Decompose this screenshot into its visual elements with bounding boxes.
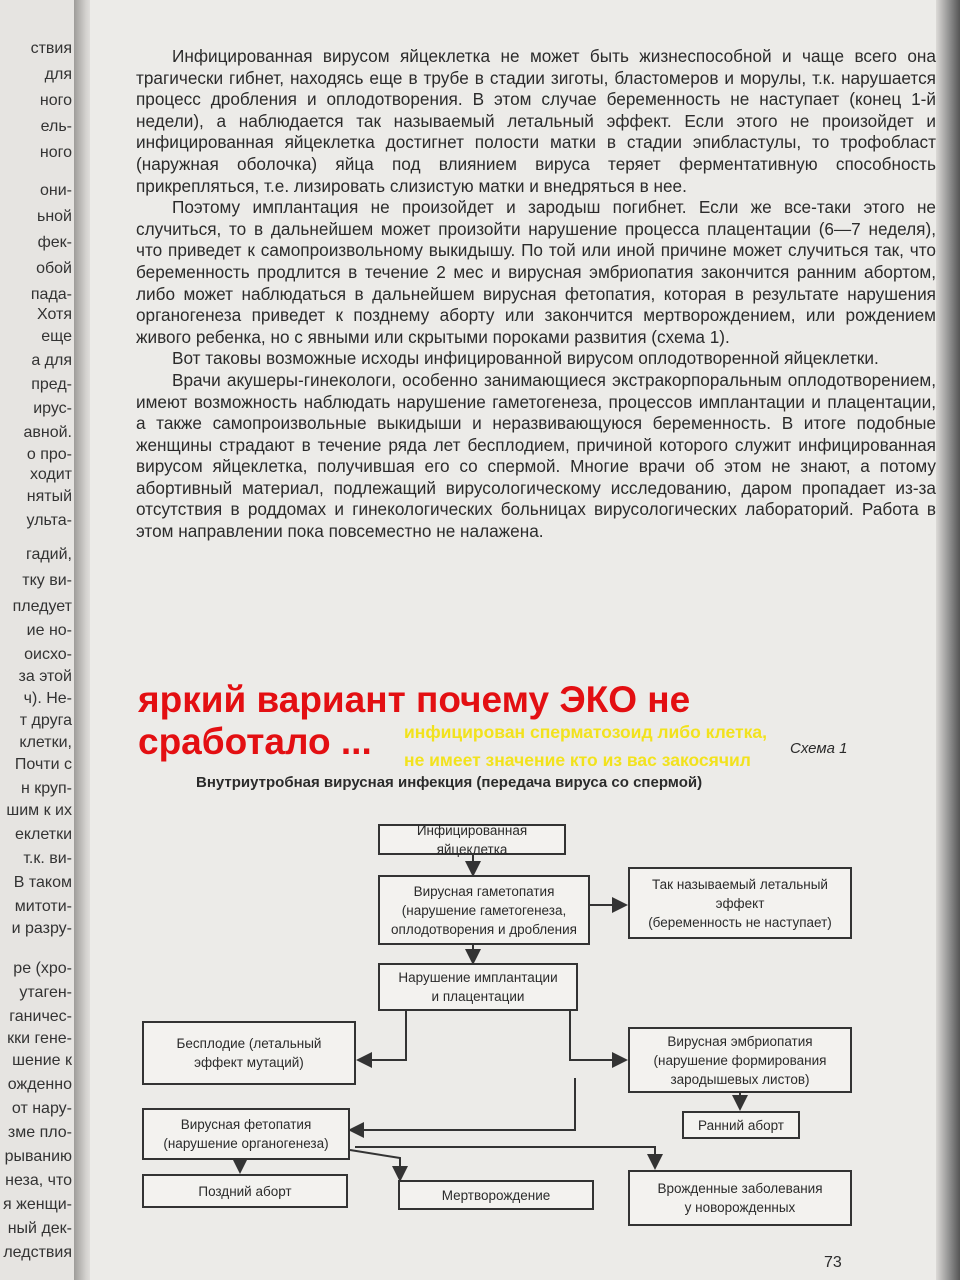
left-page-fragment: ного (39, 92, 72, 109)
left-page-fragment: ьной (36, 208, 72, 225)
left-page-fragment: пред- (31, 376, 72, 393)
overlay-red-line-1: яркий вариант почему ЭКО не (138, 679, 691, 720)
paragraph-3: Вот таковы возможные исходы инфицированной вирусом оплодотворенной яйцеклетки. (172, 348, 879, 369)
left-page-fragment: ульта- (26, 512, 72, 529)
left-page-fragment: гадий, (25, 546, 72, 563)
left-page-fragment: ожденно (7, 1076, 72, 1093)
box-text-line: (нарушение формирования (653, 1052, 827, 1068)
left-page (0, 0, 80, 1280)
box-late-abortion (142, 1174, 348, 1208)
left-page-fragment: обой (36, 260, 72, 277)
box-text (648, 875, 832, 932)
box-congenital-diseases (628, 1170, 852, 1226)
left-page-fragment: ие но- (26, 622, 72, 639)
left-page-fragment: н круп- (21, 780, 72, 797)
left-page-fragment: для (44, 66, 72, 83)
left-page-fragment: ганичес- (9, 1008, 72, 1025)
box-text-line: эффект мутаций) (194, 1055, 304, 1070)
left-page-fragment: зме пло- (7, 1124, 72, 1141)
box-text-line: Бесплодие (летальный (176, 1036, 322, 1051)
box-viral-embryopathy (628, 1027, 852, 1093)
box-text-line: Вирусная эмбриопатия (667, 1033, 813, 1049)
left-page-fragment: ходит (30, 466, 72, 483)
box-text (163, 1115, 328, 1153)
box-text-line: зародышевых листов) (670, 1071, 810, 1087)
left-page-fragment: ный дек- (7, 1220, 72, 1237)
left-page-fragment: т.к. ви- (23, 850, 72, 867)
box-stillbirth (398, 1180, 594, 1210)
box-text-line: Вирусная фетопатия (180, 1117, 312, 1132)
left-page-fragment: ре (хро- (13, 960, 72, 977)
box-text-line: Врожденные заболевания (657, 1181, 823, 1196)
box-text-line: Так называемый летальный (652, 876, 828, 892)
box-text-line: Мертворождение (441, 1187, 551, 1203)
left-page-fragment: неза, что (5, 1172, 72, 1189)
box-infected-egg (378, 824, 566, 855)
left-page-fragment: пада- (30, 286, 72, 303)
box-text (698, 1116, 784, 1135)
overlay-yellow-line-1: инфицирован сперматозоид либо клетка, (404, 722, 767, 742)
left-page-fragment: авной. (23, 424, 72, 441)
paragraph-1: Инфицированная вирусом яйцеклетка не может быть жизнеспособной и чаще всего она трагически гибнет, находясь еще в трубе в стадии зиготы, бластомеров и морулы, т.к. нарушается процесс дробления и оплодотворения. В этом случае беременность не наступает (конец 1-й недели), а наблюдается так называемый летальный эффект. Если этого не произойдет и инфицированная яйцеклетка достигнет полости матки в стадии эпибластулы, то трофобласт (наружная оболочка) яйца под влиянием вируса теряет ферментативную способность прикрепляться, т.е. лизировать слизистую матки и внедряться в нее. (136, 46, 936, 196)
left-page-fragment: фек- (37, 234, 72, 251)
scheme-title: Внутриутробная вирусная инфекция (передача вируса со спермой) (196, 774, 703, 791)
left-page-fragment: еклетки (14, 826, 72, 843)
box-text (654, 1032, 827, 1089)
left-page-fragment: за этой (18, 668, 72, 685)
box-text-line: (нарушение гаметогенеза, (401, 902, 567, 918)
overlay-red-line-2: сработало ... (138, 721, 372, 762)
left-page-fragment: Почти с (14, 756, 72, 773)
box-text (391, 882, 577, 939)
left-page-fragment: В таком (13, 874, 72, 891)
box-text (177, 1034, 322, 1072)
box-text-line: Вирусная гаметопатия (413, 883, 555, 899)
box-text-line: и плацентации (431, 989, 525, 1004)
left-page-fragment: т друга (19, 712, 72, 729)
box-text-line: Поздний аборт (198, 1183, 292, 1199)
left-page-fragment: утаген- (19, 984, 72, 1001)
left-page-fragment: и разру- (11, 920, 72, 937)
box-text-line: оплодотворения и дробления (391, 921, 577, 937)
box-viral-fetopathy (142, 1108, 350, 1160)
left-page-fragment: шим к их (6, 802, 72, 819)
box-text (442, 1186, 551, 1205)
left-page-fragment: ч). Не- (23, 690, 72, 707)
page-number: 73 (824, 1254, 842, 1271)
box-lethal-effect (628, 867, 852, 939)
left-page-fragment: о про- (26, 446, 72, 463)
box-early-abortion (682, 1111, 800, 1139)
left-page-fragment: ирус- (33, 400, 72, 417)
box-text-line: (нарушение органогенеза) (163, 1136, 329, 1151)
left-page-fragment: тку ви- (22, 572, 72, 589)
left-page-fragment: кки гене- (7, 1030, 72, 1047)
scheme-label: Схема 1 (790, 740, 848, 757)
box-text (386, 821, 558, 859)
box-text-line: Инфицированная яйцеклетка (416, 822, 528, 857)
box-text-line: (беременность не наступает) (648, 914, 832, 930)
left-page-fragment: я женщи- (3, 1196, 72, 1213)
paragraph-4: Врачи акушеры-гинекологи, особенно занимающиеся экстракорпоральным оплодотворением, имеют возможность наблюдать нарушение гаметогенеза, процессов имплантации и плацентации, а также самопроизвольные выкидыши и неразвивающуюся беременность. В итоге подобные женщины страдают в течение ряда лет бесплодием, причиной которого служит инфицированная вирусом яйцеклетка, получившая его со спермой. Многие врачи об этом не знают, а потому абортивный материал, подлежащий вирусологическому исследованию, даром пропадает из-за отсутствия в роддомах и гинекологических больницах вирусологических лабораторий. Работа в этом направлении пока повсеместно не налажена. (136, 369, 936, 542)
box-infertility (142, 1021, 356, 1085)
box-text (198, 1182, 291, 1201)
left-page-fragment: они- (40, 182, 72, 199)
left-page-fragment: от нару- (11, 1100, 72, 1117)
paragraph-2: Поэтому имплантация не произойдет и зародыш погибнет. Если же все-таки этого не случиться, то в дальнейшем может произойти нарушение процесса плацентации (6—7 неделя), что приведет к самопроизвольному выкидышу. По той или иной причине может случиться так, что беременность продлится в течение 2 мес и вирусная эмбриопатия закончится ранним абортом, либо может наблюдаться в дальнейшем вирусная фетопатия, которая в результате нарушения органогенеза приведет к позднему аборту или закончится мертворождением, или рождением живого ребенка, но с явными или скрытыми пороками развития (схема 1). (136, 197, 936, 347)
box-text-line: у новорожденных (684, 1200, 796, 1215)
box-text-line: Ранний аборт (698, 1117, 784, 1133)
box-viral-gametopathy (378, 875, 590, 945)
left-page-fragment: клетки, (19, 734, 72, 751)
left-page-fragment: оисхо- (24, 646, 72, 663)
left-page-fragment: пледует (12, 598, 72, 615)
left-page-fragment: а для (31, 352, 72, 369)
box-text-line: Нарушение имплантации (398, 970, 558, 985)
left-page-fragment: ствия (30, 40, 72, 57)
left-page-fragment: ного (39, 144, 72, 161)
body-text (136, 46, 936, 543)
left-page-fragment: ель- (40, 118, 72, 135)
box-text (398, 968, 557, 1006)
left-page-fragment: еще (41, 328, 72, 345)
left-page-fragment: митоти- (14, 898, 72, 915)
left-page-fragment: ледствия (3, 1244, 72, 1261)
book-edge (936, 0, 960, 1280)
box-text (657, 1179, 822, 1217)
box-text-line: эффект (715, 895, 765, 911)
left-page-fragment: нятый (26, 488, 72, 505)
box-implantation-disorder (378, 963, 578, 1011)
left-page-fragment: шение к (12, 1052, 72, 1069)
right-page (90, 0, 938, 1280)
left-page-fragment: рыванию (4, 1148, 72, 1165)
left-page-fragment: Хотя (36, 306, 72, 323)
overlay-yellow-line-2: не имеет значение кто из вас закосячил (404, 750, 751, 770)
